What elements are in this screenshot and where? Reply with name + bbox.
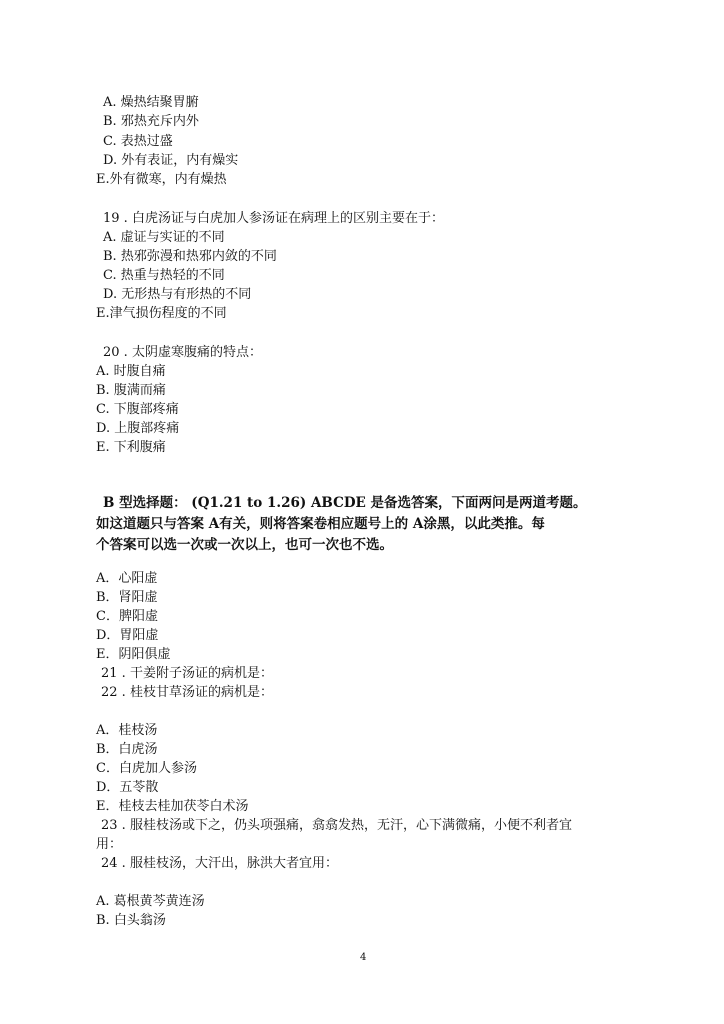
group2-option-a: A．桂枝汤 [96,723,158,738]
q18-option-e: E.外有微寒，内有燥热 [96,172,227,187]
page-number: 4 [360,952,367,963]
q20-option-d: D. 上腹部疼痛 [96,421,180,436]
q20-option-c: C. 下腹部疼痛 [96,402,179,417]
q23-stem: 23 . 服桂枝汤或下之，仍头项强痛，翕翕发热，无汗，心下满微痛，小便不利者宜 [101,818,572,833]
q22-stem: 22 . 桂枝甘草汤证的病机是： [101,685,273,700]
q19-stem: 19 . 白虎汤证与白虎加人参汤证在病理上的区别主要在于： [103,211,444,226]
q21-stem: 21 . 干姜附子汤证的病机是： [101,666,273,681]
group1-option-b: B．肾阳虚 [96,590,158,605]
q18-option-a: A. 燥热结聚胃腑 [103,95,199,110]
q19-option-e: E.津气损伤程度的不同 [96,306,227,321]
q20-option-b: B. 腹满而痛 [96,383,166,398]
group1-option-e: E．阴阳俱虚 [96,647,171,662]
group3-option-a: A. 葛根黄芩黄连汤 [96,894,205,909]
group1-option-d: D．胃阳虚 [96,628,159,643]
group2-option-d: D．五苓散 [96,780,159,795]
group2-option-c: C．白虎加人参汤 [96,761,197,776]
group1-option-a: A．心阳虚 [96,571,158,586]
group1-option-c: C．脾阳虚 [96,609,158,624]
btype-heading-line-2: 如这道题只与答案 A有关，则将答案卷相应题号上的 A涂黑，以此类推。每 [96,516,545,532]
q23-stem-continued: 用： [96,837,123,852]
q19-option-c: C. 热重与热轻的不同 [103,268,225,283]
group2-option-e: E．桂枝去桂加茯苓白术汤 [96,799,249,814]
q19-option-a: A. 虚证与实证的不同 [103,230,225,245]
q18-option-c: C. 表热过盛 [103,134,173,149]
q24-stem: 24 . 服桂枝汤，大汗出，脉洪大者宜用： [101,856,338,871]
q18-option-b: B. 邪热充斥内外 [103,114,199,129]
q20-option-e: E. 下利腹痛 [96,440,166,455]
q20-stem: 20 . 太阴虚寒腹痛的特点： [103,345,262,360]
btype-heading-line-1: B 型选择题： (Q1.21 to 1.26) ABCDE 是备选答案，下面两问是两道考题。 [103,495,587,511]
q20-option-a: A. 时腹自痛 [96,364,166,379]
q18-option-d: D. 外有表证，内有燥实 [103,153,239,168]
group2-option-b: B．白虎汤 [96,742,158,757]
group3-option-b: B. 白头翁汤 [96,913,166,928]
q19-option-d: D. 无形热与有形热的不同 [103,287,252,302]
q19-option-b: B. 热邪弥漫和热邪内敛的不同 [103,249,277,264]
btype-heading-line-3: 个答案可以选一次或一次以上，也可一次也不选。 [96,537,393,553]
